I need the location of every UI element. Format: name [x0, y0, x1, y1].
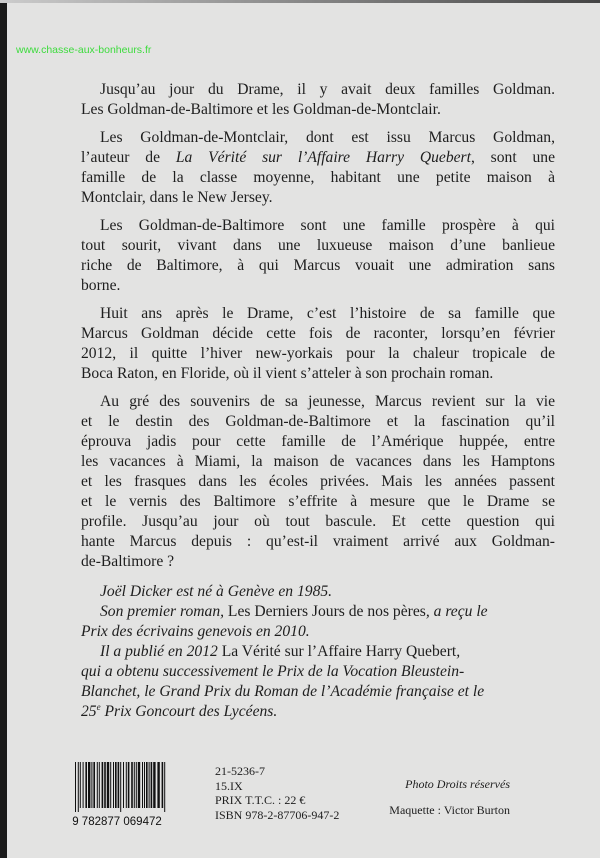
watermark: www.chasse-aux-bonheurs.fr: [16, 44, 152, 56]
text-segment: et le vernis des Baltimore s’effrite à mesure que le Drame se: [81, 493, 555, 510]
bio-line: [81, 702, 555, 722]
barcode-bar: [93, 762, 95, 808]
top-shadow: [0, 0, 600, 3]
text-segment: , sont une: [470, 149, 555, 166]
barcode-bar: [134, 762, 135, 808]
text-line: [81, 472, 555, 492]
isbn: ISBN 978-2-87706-947-2: [215, 807, 340, 822]
text-segment: Il a publié en 2012: [100, 643, 222, 660]
paragraph: [81, 304, 555, 384]
text-segment: l’auteur de: [81, 149, 176, 166]
synopsis: [81, 80, 555, 572]
text-segment: profile. Jusqu’au jour où tout bascule. Et cette question qui: [81, 513, 555, 530]
barcode-bar: [146, 762, 148, 808]
text-segment: Prix des écrivains genevois en 2010.: [81, 623, 310, 640]
text-segment: Blanchet, le Grand Prix du Roman de l’Académie française et le: [81, 683, 485, 700]
barcode-bar: [128, 762, 130, 808]
text-line: [81, 236, 555, 256]
barcode-digits: 9 782877 069472: [72, 816, 162, 828]
code-line: 15.IX: [215, 778, 243, 793]
text-line: [81, 168, 555, 188]
barcode-bar: [142, 762, 143, 808]
text-line: [81, 344, 555, 364]
text-line: [81, 452, 555, 472]
text-segment: riche de Baltimore, à qui Marcus vouait une admiration sans: [81, 257, 555, 274]
text-segment: éprouva jadis pour cette famille de l’Amérique huppée, entre: [81, 433, 555, 450]
barcode-bar: [153, 762, 155, 808]
photo-credit: Photo Droits réservés: [405, 777, 510, 791]
text-segment: Boca Raton, en Floride, où il vient s’atteler à son prochain roman.: [81, 365, 494, 382]
text-segment: tout sourit, vivant dans une luxueuse maison d’une banlieue: [81, 237, 555, 254]
bio-line: [81, 642, 555, 662]
text-segment: Montclair, dans le New Jersey.: [81, 189, 273, 206]
text-segment: 2012, il quitte l’hiver new-yorkais pour la chaleur tropicale de: [81, 345, 555, 362]
book-title: La Vérité sur l’Affaire Harry Quebert: [221, 643, 457, 660]
text-segment: Joël Dicker est né à Genève en 1985.: [100, 583, 333, 600]
paragraph: [81, 392, 555, 572]
barcode-bar: [138, 762, 140, 808]
barcode-bar: [104, 762, 106, 808]
code-line: 21-5236-7: [215, 764, 265, 778]
text-segment: , a reçu le: [425, 603, 488, 620]
text-line: [81, 100, 555, 120]
text-segment: Jusqu’au jour du Drame, il y avait deux familles Goldman.: [100, 81, 555, 98]
book-title: La Vérité sur l’Affaire Harry Quebert: [175, 149, 471, 166]
barcode-bar: [162, 762, 164, 808]
barcode-bars: [75, 762, 165, 812]
barcode-bar: [83, 762, 84, 808]
text-line: [81, 392, 555, 412]
barcode-bar: [115, 762, 117, 808]
barcode-bar: [113, 762, 114, 808]
text-line: [81, 552, 555, 572]
text-line: [81, 412, 555, 432]
text-segment: Au gré des souvenirs de sa jeunesse, Marcus revient sur la vie: [100, 393, 555, 410]
text-line: [81, 492, 555, 512]
text-segment: 25: [81, 703, 97, 720]
paragraph: [81, 80, 555, 120]
barcode-bar: [97, 762, 98, 808]
barcode-bar: [123, 762, 124, 808]
book-title: Les Derniers Jours de nos pères: [227, 603, 426, 620]
bio-line: [81, 622, 555, 642]
barcode-bar: [151, 762, 153, 808]
text-line: [81, 256, 555, 276]
text-line: [81, 432, 555, 452]
text-segment: hante Marcus depuis : qu’est-il vraiment arrivé aux Goldman-: [81, 533, 555, 550]
text-line: [81, 148, 555, 168]
text-segment: Marcus Goldman décide cette fois de raconter, lorsqu’en février: [81, 325, 555, 342]
barcode-bar: [85, 762, 87, 808]
barcode-bar: [88, 762, 90, 808]
barcode-bar: [80, 762, 81, 808]
text-line: [81, 216, 555, 236]
text-segment: les vacances à Miami, la maison de vacances dans les Hamptons: [81, 453, 555, 470]
book-codes: [215, 764, 339, 822]
text-line: [81, 532, 555, 552]
design-credit: Maquette : Victor Burton: [389, 803, 510, 817]
back-cover-text: [81, 80, 555, 722]
barcode-bar: [78, 762, 79, 812]
text-segment: Son premier roman,: [100, 603, 228, 620]
text-line: [81, 276, 555, 296]
text-segment: Prix Goncourt des Lycéens.: [100, 703, 278, 720]
text-segment: borne.: [81, 277, 121, 294]
barcode-bar: [157, 762, 159, 808]
isbn-barcode: [66, 762, 168, 828]
barcode-bar: [91, 762, 92, 808]
barcode-bar: [118, 762, 120, 808]
text-line: [81, 304, 555, 324]
text-segment: ,: [456, 643, 461, 660]
barcode-bar: [75, 762, 76, 812]
cover-edge: [0, 0, 7, 858]
text-line: [81, 80, 555, 100]
bio-line: [81, 582, 555, 602]
text-segment: et le destin des Goldman-de-Baltimore et la fascination qu’il: [81, 413, 555, 430]
barcode-bar: [110, 762, 111, 808]
text-segment: Huit ans après le Drame, c’est l’histoire de sa famille que: [100, 305, 555, 322]
barcode-bar: [131, 762, 133, 808]
barcode-bar: [144, 762, 145, 808]
barcode-bar: [120, 762, 121, 812]
paragraph: [81, 128, 555, 208]
barcode-bar: [126, 762, 127, 808]
text-segment: et les frasques dans les écoles privées. Mais les années passent: [81, 473, 555, 490]
barcode-bar: [149, 762, 150, 808]
text-segment: qui a obtenu successivement le Prix de la Vocation Bleustein-: [81, 663, 465, 680]
price: PRIX T.T.C. : 22 €: [215, 793, 306, 807]
barcode-bar: [99, 762, 100, 808]
barcode-bar: [136, 762, 137, 808]
text-segment: de-Baltimore ?: [81, 553, 175, 570]
bio-line: [81, 682, 555, 702]
text-segment: Les Goldman-de-Baltimore et les Goldman-de-Montclair.: [81, 101, 441, 118]
barcode-bar: [107, 762, 109, 808]
bio-line: [81, 662, 555, 682]
credits: [380, 777, 510, 829]
barcode-bar: [164, 762, 165, 812]
text-line: [81, 324, 555, 344]
author-bio: [81, 582, 555, 722]
barcode-bar: [102, 762, 104, 808]
text-segment: Les Goldman-de-Montclair, dont est issu Marcus Goldman,: [100, 129, 555, 146]
text-line: [81, 364, 555, 384]
bio-line: [81, 602, 555, 622]
text-line: [81, 512, 555, 532]
text-segment: e: [96, 701, 101, 712]
text-line: [81, 128, 555, 148]
text-line: [81, 188, 555, 208]
paragraph: [81, 216, 555, 296]
text-segment: Les Goldman-de-Baltimore sont une famille prospère à qui: [100, 217, 555, 234]
text-segment: famille de la classe moyenne, habitant une petite maison à: [81, 169, 555, 186]
